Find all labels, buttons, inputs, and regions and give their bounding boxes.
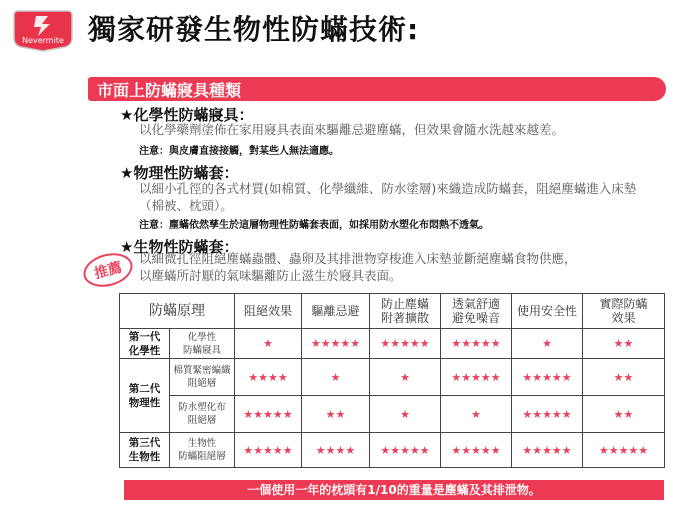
rating-cell: ★ <box>441 396 512 433</box>
rating-cell: ★★★★★ <box>441 433 512 468</box>
banner-title: 市面上防蟎寢具種類 <box>97 81 242 100</box>
recommend-stamp: 推薦 <box>80 248 137 292</box>
header-repel: 驅離忌避 <box>302 294 370 329</box>
physical-note: 注意：塵蟎依然孳生於這層物理性防蟎套表面，如採用防水塑化布悶熱不透氣。 <box>139 220 489 231</box>
table-row <box>120 359 665 396</box>
rating-cell: ★★ <box>583 329 665 359</box>
product-type: 生物性 防蟎阻絕層 <box>170 433 235 468</box>
header-breathable: 透氣舒適 避免噪音 <box>441 294 512 329</box>
rating-cell: ★★★★★ <box>441 359 512 396</box>
rating-cell: ★ <box>302 359 370 396</box>
brand-logo <box>12 8 74 52</box>
logo-text: Nevermite <box>22 36 64 45</box>
rating-cell: ★★★★★ <box>370 329 441 359</box>
header-blocking: 阻絕效果 <box>235 294 302 329</box>
rating-cell: ★★ <box>583 396 665 433</box>
rating-cell: ★★ <box>302 396 370 433</box>
generation-label: 第二代 物理性 <box>120 359 170 433</box>
comparison-table <box>119 293 665 468</box>
rating-cell: ★★★★ <box>302 433 370 468</box>
rating-cell: ★★★★★ <box>512 433 583 468</box>
biological-desc-1: 以細微孔徑阻絕塵蟎蟲體、蟲卵及其排泄物穿梭進入床墊並斷絕塵蟎食物供應， <box>139 251 577 266</box>
header-effect: 實際防蟎 效果 <box>583 294 665 329</box>
rating-cell: ★ <box>512 329 583 359</box>
rating-cell: ★ <box>235 329 302 359</box>
physical-heading: ★物理性防蟎套： <box>120 164 239 182</box>
rating-cell: ★★★★★ <box>441 329 512 359</box>
product-type: 棉質緊密編織 阻絕層 <box>170 359 235 396</box>
header-anti-spread: 防止塵蟎 附著擴散 <box>370 294 441 329</box>
header-principle: 防蟎原理 <box>120 294 235 329</box>
chemical-note: 注意：與皮膚直接接觸，對某些人無法適應。 <box>139 146 339 157</box>
rating-cell: ★ <box>370 396 441 433</box>
generation-label: 第三代 生物性 <box>120 433 170 468</box>
chemical-desc: 以化學藥劑塗佈在家用寢具表面來驅離忌避塵蟎，但效果會隨水洗越來越差。 <box>139 122 565 137</box>
rating-cell: ★★★★ <box>235 359 302 396</box>
footer-banner: 一個使用一年的枕頭有1/10的重量是塵蟎及其排泄物。 <box>124 480 664 500</box>
rating-cell: ★ <box>370 359 441 396</box>
table-row <box>120 433 665 468</box>
table-row <box>120 396 665 433</box>
header-safety: 使用安全性 <box>512 294 583 329</box>
product-type: 防水塑化布 阻絕層 <box>170 396 235 433</box>
rating-cell: ★★★★★ <box>370 433 441 468</box>
table-row <box>120 329 665 359</box>
biological-heading: ★生物性防蟎套： <box>120 238 239 256</box>
rating-cell: ★★★★★ <box>583 433 665 468</box>
rating-cell: ★★★★★ <box>235 396 302 433</box>
physical-desc-2: （棉被、枕頭）。 <box>139 198 233 213</box>
product-type: 化學性 防蟎寢具 <box>170 329 235 359</box>
biological-desc-2: 以塵蟎所討厭的氣味驅離防止滋生於寢具表面。 <box>139 268 402 283</box>
table-header-row <box>120 294 665 329</box>
rating-cell: ★★★★★ <box>235 433 302 468</box>
rating-cell: ★★★★★ <box>302 329 370 359</box>
rating-cell: ★★ <box>583 359 665 396</box>
chemical-heading: ★化學性防蟎寢具： <box>120 106 254 124</box>
generation-label: 第一代 化學性 <box>120 329 170 359</box>
rating-cell: ★★★★★ <box>512 396 583 433</box>
page-title: 獨家研發生物性防蟎技術: <box>88 13 420 46</box>
physical-desc-1: 以細小孔徑的各式材質(如棉質、化學纖維、防水塗層)來織造成防蟎套，阻絕塵蟎進入床墊 <box>139 181 637 196</box>
rating-cell: ★★★★★ <box>512 359 583 396</box>
